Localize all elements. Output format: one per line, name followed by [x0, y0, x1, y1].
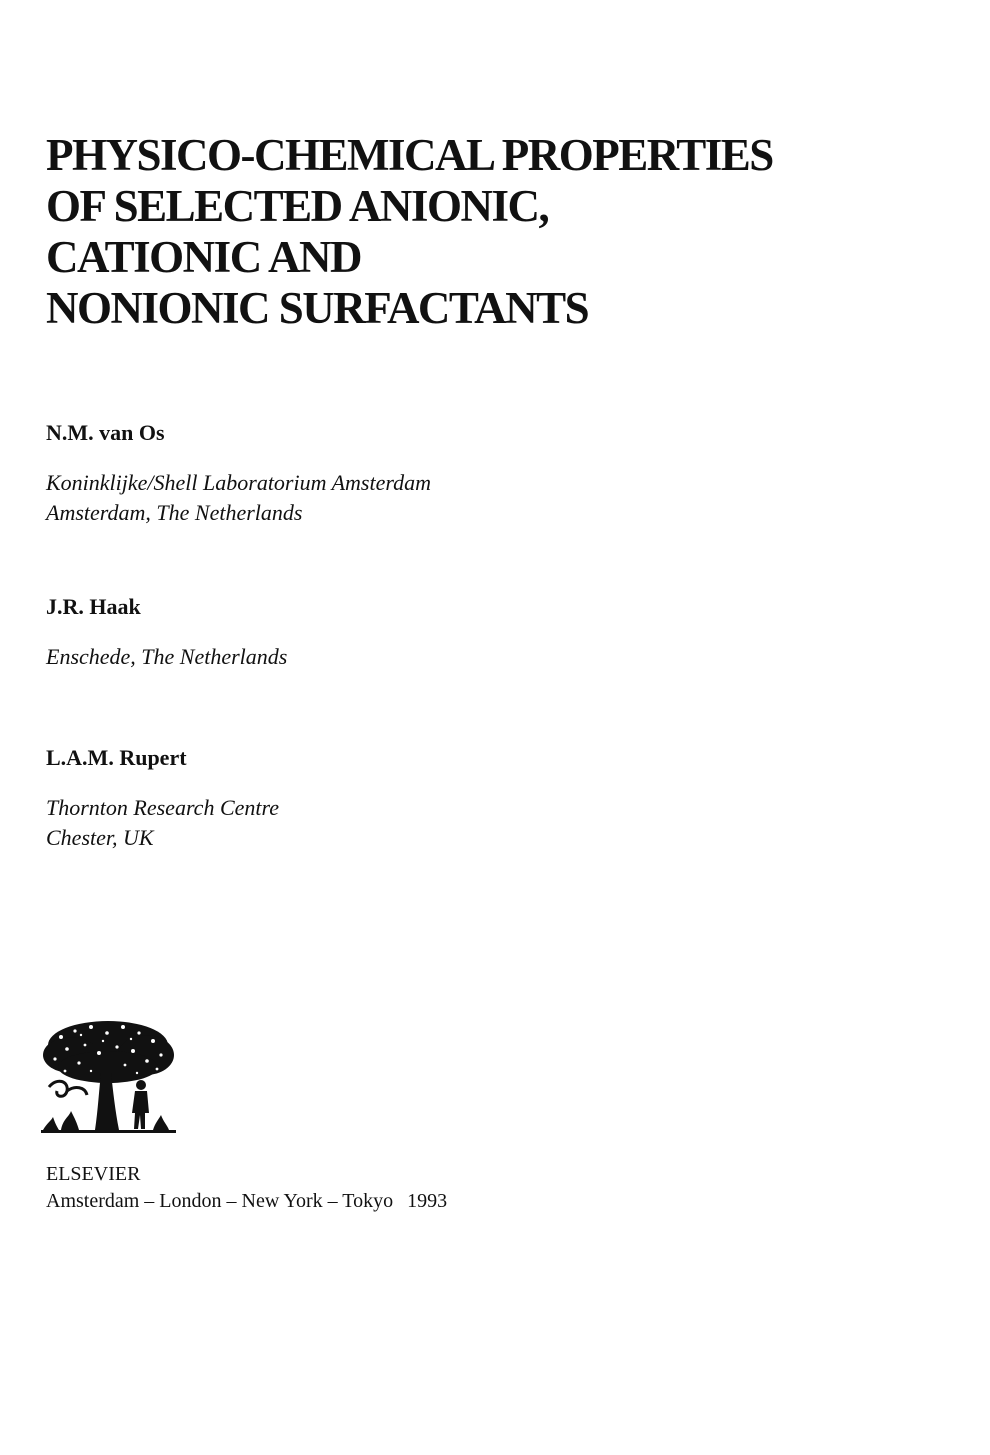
author-block-rupert	[46, 745, 746, 853]
publisher-cities: Amsterdam – London – New York – Tokyo	[46, 1190, 394, 1212]
affiliation-line: Enschede, The Netherlands	[46, 644, 288, 669]
elsevier-tree-logo-icon	[41, 1015, 176, 1137]
author-affiliation	[46, 468, 746, 528]
title-line-4: NONIONIC SURFACTANTS	[46, 283, 589, 333]
affiliation-line: Koninklijke/Shell Laboratorium Amsterdam	[46, 470, 431, 495]
publication-year: 1993	[407, 1190, 448, 1212]
author-block-van-os	[46, 420, 746, 528]
author-affiliation	[46, 642, 746, 672]
affiliation-line: Chester, UK	[46, 825, 154, 850]
author-name: L.A.M. Rupert	[46, 745, 187, 770]
author-block-haak	[46, 594, 746, 672]
author-name: N.M. van Os	[46, 420, 165, 445]
publisher-imprint	[46, 1161, 746, 1215]
affiliation-line: Thornton Research Centre	[46, 795, 280, 820]
publisher-cities-line	[46, 1188, 746, 1215]
title-line-1: PHYSICO-CHEMICAL PROPERTIES	[46, 130, 773, 180]
affiliation-line: Amsterdam, The Netherlands	[46, 500, 303, 525]
author-affiliation	[46, 793, 746, 853]
title-line-2: OF SELECTED ANIONIC,	[46, 181, 549, 231]
publisher-name: ELSEVIER	[46, 1163, 141, 1185]
author-name: J.R. Haak	[46, 594, 141, 619]
title-line-3: CATIONIC AND	[46, 232, 361, 282]
book-title	[46, 130, 946, 334]
